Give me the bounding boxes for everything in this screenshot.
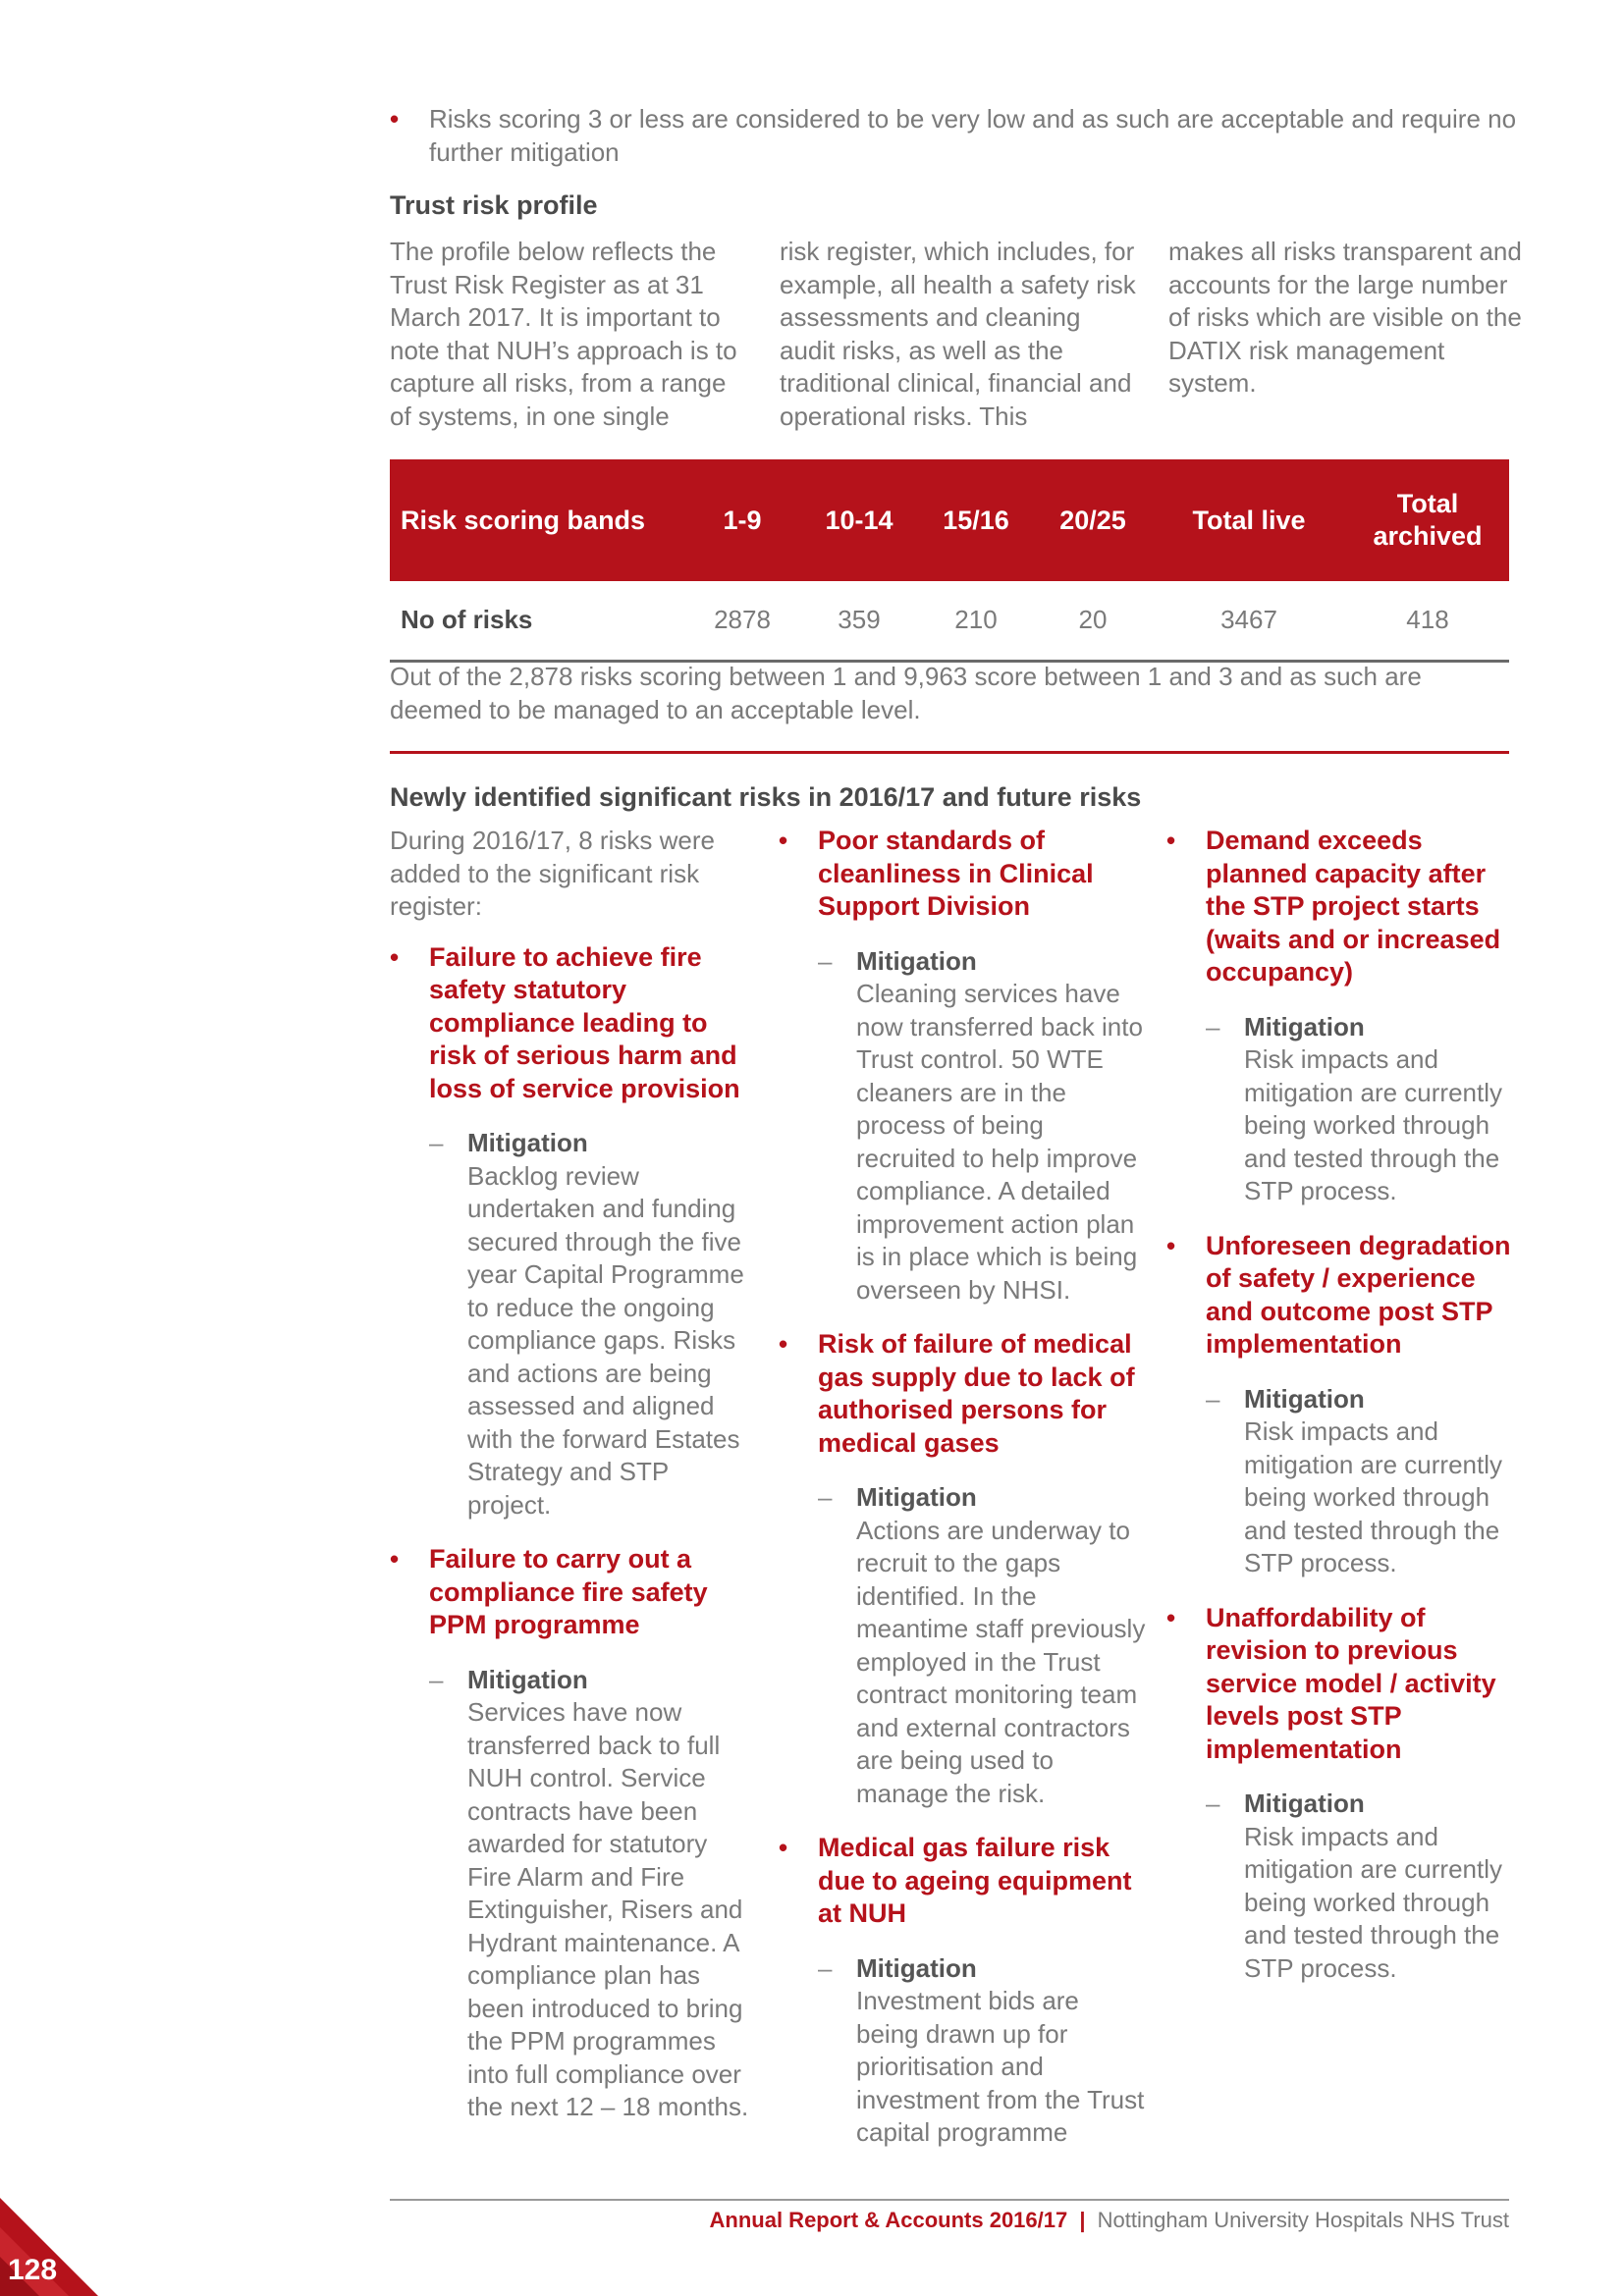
- bullet-dot: •: [390, 941, 400, 972]
- risk-item: [1166, 825, 1525, 1208]
- dash-marker: –: [818, 1952, 833, 1983]
- profile-col-3: makes all risks transparent and accounts for the large number of risks which are visible on the DATIX risk management system.: [1168, 237, 1522, 398]
- bullet-dot: •: [779, 826, 788, 855]
- mitigation-label: Mitigation: [1244, 1011, 1365, 1041]
- mitigation-text: Backlog review undertaken and funding secured through the five year Capital Programme to reduce the ongoing compliance gaps. Risks and actions are being assessed and aligned with the forward Estates Strategy and STP project.: [467, 1160, 744, 1520]
- table-cell: 2878: [684, 581, 800, 661]
- bullet-dot: •: [1166, 826, 1176, 855]
- table-row: [390, 581, 1509, 661]
- mitigation-block: [390, 1664, 758, 2124]
- section-divider: [390, 751, 1509, 754]
- table-header-cell: Total live: [1152, 459, 1346, 581]
- table-note: Out of the 2,878 risks scoring between 1 and 9,963 score between 1 and 3 and as such are deemed to be managed to an acceptable level.: [390, 662, 1422, 724]
- mitigation-label: Mitigation: [467, 1664, 588, 1694]
- mitigation-text: Risk impacts and mitigation are currently being worked through and tested through the STP process.: [1244, 1044, 1502, 1205]
- footer-divider: [390, 2199, 1509, 2201]
- dash-marker: –: [1206, 1789, 1220, 1818]
- risk-title: Unforeseen degradation of safety / experience and outcome post STP implementation: [1206, 1230, 1511, 1359]
- risk-item: [390, 1543, 758, 2124]
- dash-marker: –: [818, 1482, 833, 1512]
- table-cell: 3467: [1152, 581, 1346, 661]
- mitigation-block: [1166, 1383, 1525, 1580]
- risk-item: [779, 1328, 1147, 1810]
- risk-item: [779, 825, 1147, 1307]
- mitigation-label: Mitigation: [1244, 1789, 1365, 1818]
- table-header-cell: 10-14: [800, 459, 918, 581]
- risks-column-1: [390, 825, 758, 2146]
- bullet-dot: •: [779, 1329, 788, 1359]
- risk-item: [779, 1832, 1147, 2150]
- dash-marker: –: [1206, 1011, 1220, 1041]
- mitigation-text: Services have now transferred back to full NUH control. Service contracts have been awarded for statutory Fire Alarm and Fire Extinguisher, Risers and Hydrant maintenance. A compliance plan has been introduced to bring the PPM programmes into full compliance over the next 12 – 18 months.: [467, 1697, 749, 2121]
- risk-title: Demand exceeds planned capacity after the STP project starts (waits and or increased occupancy): [1206, 826, 1501, 987]
- mitigation-text: Risk impacts and mitigation are currently being worked through and tested through the STP process.: [1244, 1821, 1502, 1983]
- profile-col-1: The profile below reflects the Trust Risk Register as at 31 March 2017. It is important to note that NUH’s approach is to capture all risks, from a range of systems, in one single: [390, 237, 737, 431]
- bullet-dot: •: [390, 104, 400, 133]
- table-header-cell: 15/16: [918, 459, 1034, 581]
- risk-scoring-table: [390, 459, 1509, 663]
- risk-item: [1166, 1230, 1525, 1580]
- dash-marker: –: [429, 1664, 444, 1694]
- footer-separator: |: [1079, 2208, 1086, 2232]
- table-header-cell: 1-9: [684, 459, 800, 581]
- bullet-dot: •: [1166, 1230, 1176, 1260]
- risk-title: Failure to carry out a compliance fire safety PPM programme: [429, 1544, 708, 1639]
- mitigation-text: Investment bids are being drawn up for prioritisation and investment from the Trust capital programme: [856, 1986, 1145, 2147]
- significant-intro: During 2016/17, 8 risks were added to the significant risk register:: [390, 826, 715, 921]
- risk-title: Medical gas failure risk due to ageing equipment at NUH: [818, 1833, 1132, 1928]
- mitigation-text: Actions are underway to recruit to the gaps identified. In the meantime staff previously employed in the Trust contract monitoring team and external contractors are being used to manage the risk.: [856, 1515, 1146, 1808]
- table-header-cell: Total archived: [1346, 459, 1509, 581]
- mitigation-block: [390, 1127, 758, 1522]
- mitigation-block: [1166, 1011, 1525, 1208]
- mitigation-label: Mitigation: [856, 945, 977, 976]
- table-header-row: [390, 459, 1509, 581]
- mitigation-block: [779, 945, 1147, 1308]
- mitigation-text: Cleaning services have now transferred back into Trust control. 50 WTE cleaners are in the process of being recruited to help improve compliance. A detailed improvement action plan is in place which is being overseen by NHSI.: [856, 979, 1143, 1305]
- dash-marker: –: [429, 1128, 444, 1157]
- page-footer: [390, 2206, 1509, 2235]
- table-cell: 20: [1034, 581, 1152, 661]
- significant-risks-heading: Newly identified significant risks in 2016/17 and future risks: [390, 782, 1142, 812]
- risk-title: Unaffordability of revision to previous service model / activity levels post STP implementation: [1206, 1602, 1496, 1764]
- mitigation-label: Mitigation: [856, 1952, 977, 1983]
- risk-title: Risk of failure of medical gas supply due to lack of authorised persons for medical gases: [818, 1329, 1135, 1458]
- dash-marker: –: [1206, 1383, 1220, 1414]
- risk-item: [1166, 1602, 1525, 1986]
- mitigation-block: [779, 1952, 1147, 2150]
- table-cell: 210: [918, 581, 1034, 661]
- bullet-dot: •: [390, 1544, 400, 1574]
- table-header-cell: Risk scoring bands: [390, 459, 684, 581]
- mitigation-label: Mitigation: [467, 1128, 588, 1157]
- table-cell: 418: [1346, 581, 1509, 661]
- mitigation-text: Risk impacts and mitigation are currently being worked through and tested through the STP process.: [1244, 1416, 1502, 1577]
- footer-organisation: Nottingham University Hospitals NHS Trust: [1097, 2208, 1509, 2232]
- bullet-dot: •: [779, 1833, 788, 1862]
- risks-column-3: [1166, 825, 1525, 2006]
- table-cell: 359: [800, 581, 918, 661]
- mitigation-block: [1166, 1788, 1525, 1985]
- dash-marker: –: [818, 945, 833, 976]
- bullet-dot: •: [1166, 1602, 1176, 1632]
- table-cell: No of risks: [390, 581, 684, 661]
- footer-report-title: Annual Report & Accounts 2016/17: [709, 2208, 1068, 2232]
- intro-bullet-text: Risks scoring 3 or less are considered to be very low and as such are acceptable and require no further mitigation: [429, 104, 1517, 167]
- risk-title: Poor standards of cleanliness in Clinical Support Division: [818, 826, 1094, 921]
- intro-bullet: [390, 103, 1519, 169]
- profile-heading: Trust risk profile: [390, 190, 598, 220]
- mitigation-label: Mitigation: [1244, 1383, 1365, 1414]
- risk-item: [390, 941, 758, 1522]
- mitigation-block: [779, 1481, 1147, 1810]
- table-header-cell: 20/25: [1034, 459, 1152, 581]
- profile-col-2: risk register, which includes, for example, all health a safety risk assessments and cleaning audit risks, as well as the traditional clinical, financial and operational risks. This: [780, 237, 1136, 431]
- mitigation-label: Mitigation: [856, 1482, 977, 1512]
- page-number: 128: [8, 2254, 58, 2286]
- risks-column-2: [779, 825, 1147, 2171]
- risk-title: Failure to achieve fire safety statutory compliance leading to risk of serious harm and loss of service provision: [429, 941, 740, 1103]
